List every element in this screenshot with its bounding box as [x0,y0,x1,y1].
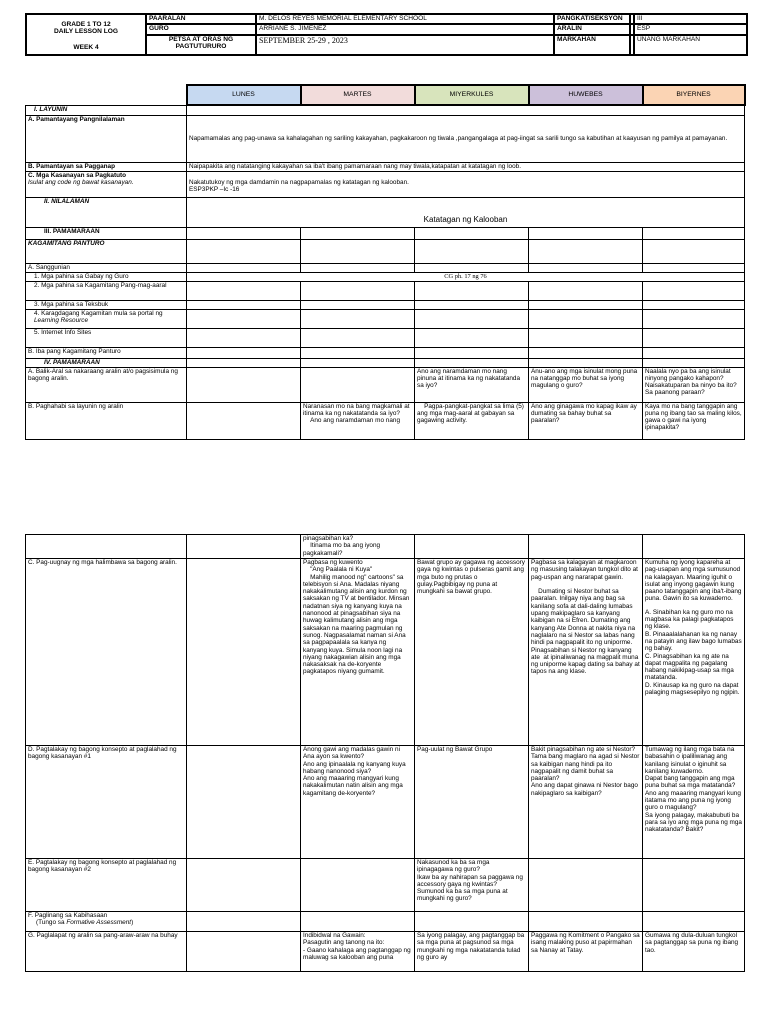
label-kasanayan [26,171,187,197]
empty [301,912,415,932]
empty [301,347,415,358]
empty [643,358,745,367]
section-pamamaraan-iii: III. PAMAMARAAN [26,227,187,239]
label-aralin: ARALIN [554,24,630,35]
label-internet-info: 5. Internet Info Sites [26,328,187,347]
value-gabay-guro: CG ph. 17 ng 76 [187,272,745,281]
text-pamantayang-pangnilalaman: Napamamalas ang pag-unawa sa kahalagahan ng sariling kakayahan, pagkakaroon ng tiwala ,pangangalaga at pag-iingat sa sarili tungo sa kabutihan at kaayusan ng pamilya at pamayanan. [187,115,745,162]
cell-d-martes: Anong gawi ang madalas gawin ni Ana ayon sa kwento? Ano ang ipinaalala ng kanyang kuya habang nanonood siya? Ano ang maaaring mangyari kung nakakalimutan natin alisin ang mga kagamitang de-koryente? [301,746,415,859]
text-kasanayan [187,171,745,197]
empty [529,328,643,347]
kasanayan-text: Nakatutukoy ng mga damdamin na nagpapamalas ng katatagan ng kalooban. [189,178,409,186]
kasanayan-code: ESP3PKP –Ic -16 [189,185,240,193]
cell-a-biyernes: Naalala nyo pa ba ang isinulat ninyong pangako kahapon? Naisakatuparan ba ninyo ba ito? Sa paanong paraan? [643,367,745,402]
label-balik-aral: A. Balik-Aral sa nakaraang aralin at/o pagsisimula ng bagong aralin. [26,367,187,402]
empty [415,239,529,263]
cell-top-martes: pinagsabihan ka? Itinama mo ba ang iyong pagkakamali? [301,535,415,559]
kasanayan-sub: Isulat ang code ng bawat kasanayan. [28,178,134,186]
empty [415,309,529,328]
label-gabay-guro: 1. Mga pahina sa Gabay ng Guro [26,272,187,281]
empty [415,347,529,358]
cell-c-martes: Pagbasa ng kuwento "Ang Paalala ni Kuya" Mahilig manood ng" cartoons" sa telebisyon si Ana. Madalas niyang nakakalimutang alisin ang kurdon ng saksakan ng TV at bentilador. Minsan nadatnan siya ng kanyang kuya na nanonood at pinagsabihan siya na huwag kalimutang alisin ang mga saksakan na maaring pagmulan ng sunog. Nagpasalamat naman si Ana sa pagpapaalala sa kanya ng kanyang kuya. Simula noon lagi na niyang nakagawian alisin ang mga nakasaksak na de-koryente pagkatapos niyang gumamit. [301,559,415,746]
cell-b-biyernes: Kaya mo na bang tanggapin ang puna ng ibang tao sa maling kilos, gawa o gawi na iyong ipinapakita? [643,402,745,439]
value-petsa: SEPTEMBER 25-29 , 2023 [256,35,554,55]
empty [187,105,745,115]
empty [301,367,415,402]
label-pamantayan-sa-pagganap: B. Pamantayan sa Pagganap [26,162,187,171]
week-label: WEEK 4 [73,43,99,51]
value-aralin: ESP [634,24,747,35]
empty [301,239,415,263]
label-pamantayang-pangnilalaman: A. Pamantayang Pangnilalaman [26,115,187,162]
text-nilalaman: Katatagan ng Kalooban [187,197,745,227]
empty [529,859,643,912]
empty [529,300,643,309]
empty [643,328,745,347]
label-paglinang [26,912,187,932]
kasanayan-title: C. Mga Kasanayan sa Pagkatuto [28,171,127,179]
karagdagang-text: 4. Karagdagang Kagamitan mula sa portal ng [34,309,163,317]
label-pangkat: PANGKAT/SEKSYON [554,14,630,24]
day-martes: MARTES [301,85,415,105]
empty [529,263,643,272]
label-guro: GURO [146,24,256,35]
empty [187,746,301,859]
label-pagtalakay-1: D. Pagtalakay ng bagong konsepto at paglalahad ng bagong kasanayan #1 [26,746,187,859]
section-pamamaraan-iv: IV. PAMAMARAAN [26,358,187,367]
empty [187,281,301,300]
empty [187,932,301,972]
empty [415,263,529,272]
cell-d-miyerkules: Pag-uulat ng Bawat Grupo [415,746,529,859]
learning-resource-text: Learning Resource [34,316,88,324]
empty [187,912,301,932]
empty [301,859,415,912]
cell-c-huwebes: Pagbasa sa kalagayan at magkaroon ng masusing talakayan tungkol dito at pag-uspan ang nararapat gawin. Dumating si Nestor buhat sa paaralan. Inilgay niya ang bag sa kanilang sofa at dali-daling lumabas upang makipaglaro sa kanyang kaibigan na si Efren. Dumating ang kanyang Ate Donna at nakita niya na naglalaro na si Nestor sa labas nang hindi pa nagpapalit ito ng uniporme. Pinagsabihan si Nestor ng kanyang ate at ipinaliwanag na magpalit muna ng uniporme kapag dating sa bahay at tapos na ang klase. [529,559,643,746]
label-paghahabi: B. Paghahabi sa layunin ng aralin [26,402,187,439]
formative-assessment: Formative Assessment [66,919,132,927]
empty [187,300,301,309]
cell-g-miyerkules: Sa iyong palagay, ang pagtanggap ba sa mga puna at pagsunod sa mga mungkahi ng mga nakatatanda tulad ng guro ay [415,932,529,972]
value-paaralan: M. DELOS REYES MEMORIAL ELEMENTARY SCHOOL [256,14,554,24]
empty [301,309,415,328]
section-kagamitang-panturo: KAGAMITANG PANTURO [26,239,187,263]
empty [187,367,301,402]
cell-c-biyernes [643,559,745,746]
empty [187,309,301,328]
empty-corner [26,85,187,105]
grade-label: GRADE 1 TO 12 [61,21,111,28]
value-pangkat: III [634,14,747,24]
empty [643,912,745,932]
day-miyerkules: MIYERKULES [415,85,529,105]
empty [643,535,745,559]
label-iba-pang-kagamitan: B. Iba pang Kagamitang Panturo [26,347,187,358]
label-paaralan: PAARALAN [146,14,256,24]
label-teksbuk: 3. Mga pahina sa Teksbuk [26,300,187,309]
value-guro: ARRIANE S. JIMENEZ [256,24,554,35]
empty [529,239,643,263]
c-biy-intro: Kumuha ng iyong kapareha at pag-usapan ang mga sumusunod na kalagayan. Maaring iguhit o isulat ang inyong gagawin kung paano tatanggapin ang iba't-ibang puna. Gawin ito sa kuwaderno. [645,559,742,603]
empty [643,263,745,272]
label-kagamitang-mag-aaral: 2. Mga pahina sa Kagamitang Pang-mag-aaral [26,281,187,300]
cell-g-huwebes: Paggawa ng Komitment o Pangako sa isang malaking puso at papirmahan sa Nanay at Tatay. [529,932,643,972]
text-pamantayan-sa-pagganap: Naipapakita ang natatanging kakayahan sa iba't ibang pamamaraan nang may tiwala,katapatan at katatagan ng loob. [187,162,745,171]
empty [415,300,529,309]
label-pag-uugnay: C. Pag-uugnay ng mga halimbawa sa bagong aralin. [26,559,187,746]
empty [301,300,415,309]
empty [187,535,301,559]
day-biyernes: BIYERNES [643,85,745,105]
empty [643,239,745,263]
empty [529,309,643,328]
c-biy-c: C. Pinagsabihan ka ng ate na dapat magpalita ng pagalang habang nakikipag-usap sa mga matatanda. [645,652,734,682]
cell-b-martes: Naranasan mo na bang magkamali at itinama ka ng nakatatanda sa iyo? Ano ang naramdaman mo nang [301,402,415,439]
cell-b-miyerkules: Pagpa-pangkat-pangkat sa lima (5) ang mga mag-aaral at gabayan sa gagawing activity. [415,402,529,439]
empty [643,281,745,300]
empty [187,328,301,347]
header-left-block [26,14,146,55]
cell-d-biyernes: Tumawag ng ilang mga bata na babasahin o ipaliliwanag ang kanilang isinulat o iginuhit sa kanilang kuwaderno. Dapat bang tanggapin ang mga puna buhat sa mga matatanda? Ano ang maaaring mangyari kung itatama mo ang puna ng iyong guro o magulang? Sa iyong palagay, makabubuti ba para sa iyo ang mga puna ng mga nakatatanda? Bakit? [643,746,745,859]
section-layunin: I. LAYUNIN [26,105,187,115]
empty [301,358,415,367]
day-huwebes: HUWEBES [529,85,643,105]
empty [187,559,301,746]
lesson-table-page1 [25,84,746,440]
empty [643,347,745,358]
empty [529,912,643,932]
label-paglalapat: G. Paglalapat ng aralin sa pang-araw-araw na buhay [26,932,187,972]
cell-g-martes: Indibidwal na Gawain: Pasagutin ang tanong na ito: - Gaano kahalaga ang pagtanggap ng maluwag sa kalooban ang puna [301,932,415,972]
cell-b-huwebes: Ano ang ginagawa mo kapag ikaw ay dumating sa bahay buhat sa paaralan? [529,402,643,439]
c-biy-a: A. Sinabihan ka ng guro mo na magbasa ka palagi pagkatapos ng klase. [645,608,734,631]
empty [529,227,643,239]
label-pagtalakay-2: E. Pagtalakay ng bagong konsepto at paglalahad ng bagong kasanayan #2 [26,859,187,912]
cell-a-miyerkules: Ano ang naramdaman mo nang pinuna at itinama ka ng nakatatanda sa iyo? [415,367,529,402]
paglinang-prefix: (Tungo sa [36,919,67,927]
label-karagdagang-kagamitan [26,309,187,328]
empty [187,263,301,272]
header-table [25,13,748,56]
value-markahan: UNANG MARKAHAN [634,35,747,55]
empty [301,227,415,239]
label-markahan: MARKAHAN [554,35,630,55]
empty [529,358,643,367]
c-biy-d: D. Kinausap ka ng guro na dapat palaging magsesepilyo ng ngipin. [645,681,740,697]
empty [415,358,529,367]
empty [301,263,415,272]
day-lunes: LUNES [187,85,301,105]
empty [415,912,529,932]
label-sanggunian: A. Sanggunian [26,263,187,272]
empty [529,281,643,300]
cell-g-biyernes: Gumawa ng dula-duluan tungkol sa pagtanggap sa puna ng ibang tao. [643,932,745,972]
empty [643,227,745,239]
empty [187,859,301,912]
empty [187,227,301,239]
empty [529,347,643,358]
empty [415,227,529,239]
empty [415,281,529,300]
empty [187,239,301,263]
empty [301,328,415,347]
paglinang-suffix: ) [131,919,134,927]
cell-d-huwebes: Bakit pinagsabihan ng ate si Nestor? Tama bang maglaro na agad si Nestor sa kaibigan nang hindi pa ito nagpapalit ng damit buhat sa paaralan? Ano ang dapat ginawa ni Nestor bago nakipaglaro sa kaibigan? [529,746,643,859]
cell-e-miyerkules: Nakasunod ka ba sa mga ipinagagawa ng guro? Ikaw ba ay nahirapan sa paggawa ng accessory gaya ng kwintas? Sumunod ka ba sa mga puna at mungkahi ng guro? [415,859,529,912]
empty [26,535,187,559]
dll-label: DAILY LESSON LOG [53,28,119,36]
empty [415,535,529,559]
empty [187,402,301,439]
section-nilalaman: II. NILALAMAN [26,197,187,227]
cell-c-miyerkules: Bawat grupo ay gagawa ng accessory gaya ng kwintas o pulseras gamit ang mga buto ng prutas o gulay.Pagbibigay ng puna at mungkahi sa bawat grupo. [415,559,529,746]
empty [187,347,301,358]
empty [529,535,643,559]
lesson-table-page2 [25,534,745,972]
empty [643,859,745,912]
empty [643,309,745,328]
cell-a-huwebes: Anu-ano ang mga isinulat mong puna na natanggap mo buhat sa iyong magulang o guro? [529,367,643,402]
c-biy-b: B. Pinaaalalahanan ka ng nanay na patayin ang ilaw bago lumabas ng bahay. [645,630,742,653]
label-petsa: PETSA AT ORAS NG PAGTUTURURO [146,35,256,55]
paglinang-title: F. Paglinang sa Kabihasaan [28,912,108,919]
empty [301,281,415,300]
empty [643,300,745,309]
empty [415,328,529,347]
empty [187,358,301,367]
